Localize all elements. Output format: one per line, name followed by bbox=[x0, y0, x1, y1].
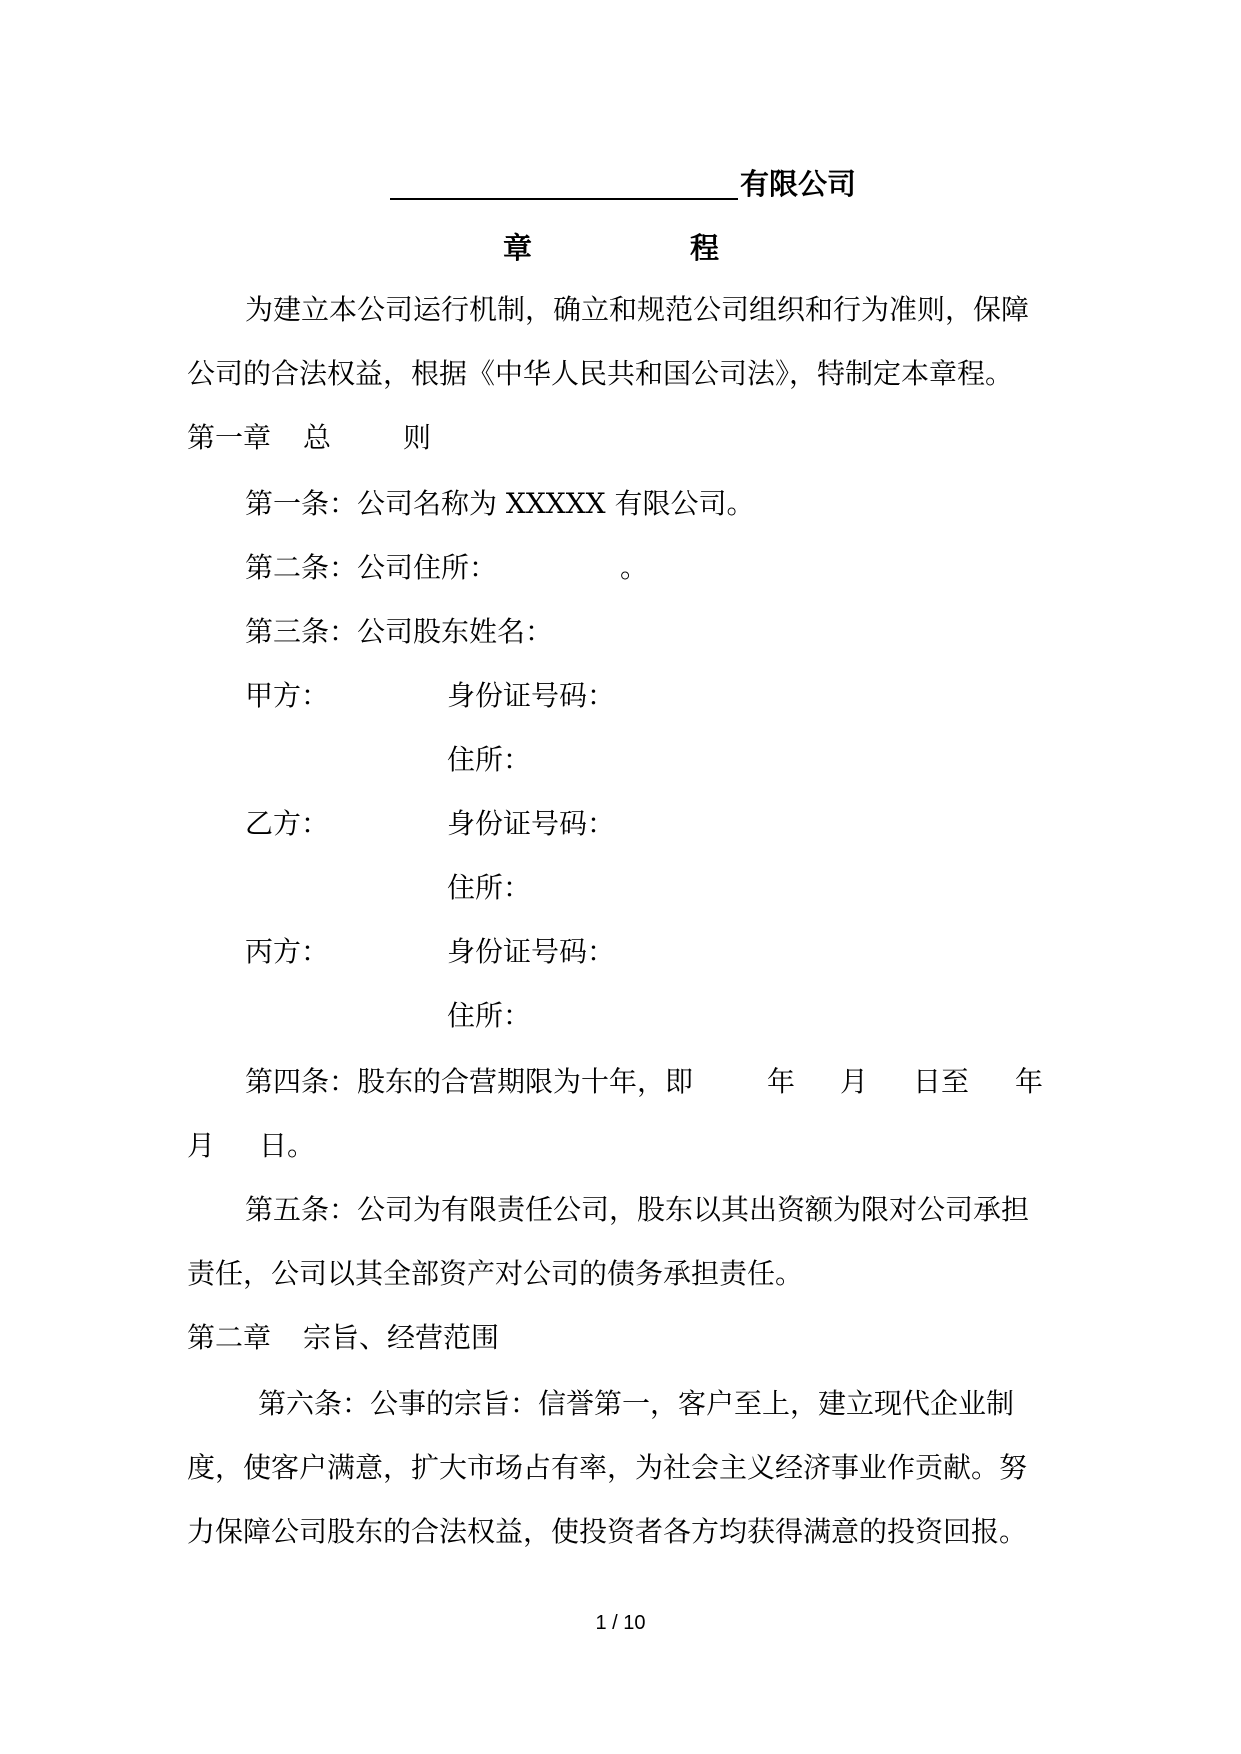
shareholder-b-address-label: 住所： bbox=[447, 871, 532, 904]
article-2-end: 。 bbox=[620, 551, 649, 584]
shareholder-a-id-label: 身份证号码： bbox=[447, 679, 616, 712]
article-5-line-2: 责任，公司以其全部资产对公司的债务承担责任。 bbox=[187, 1257, 804, 1290]
shareholder-a-address-label: 住所： bbox=[447, 743, 532, 776]
company-title bbox=[390, 162, 860, 206]
article-6-line-1: 第六条：公事的宗旨：信誉第一，客户至上，建立现代企业制 bbox=[258, 1387, 1015, 1420]
article-3: 第三条：公司股东姓名： bbox=[245, 615, 554, 648]
chapter-1-label: 第一章 bbox=[187, 421, 272, 454]
article-6-line-3: 力保障公司股东的合法权益，使投资者各方均获得满意的投资回报。 bbox=[187, 1515, 1028, 1548]
shareholder-b-party: 乙方： bbox=[245, 807, 330, 840]
shareholder-b-id-label: 身份证号码： bbox=[447, 807, 616, 840]
article-5-line-1: 第五条：公司为有限责任公司，股东以其出资额为限对公司承担 bbox=[245, 1193, 1030, 1226]
chapter-1-title-char-1: 总 bbox=[303, 421, 332, 454]
article-4-text: 第四条：股东的合营期限为十年，即 bbox=[245, 1065, 694, 1098]
subtitle-char-1: 章 bbox=[503, 231, 533, 265]
article-4-year-2: 年 bbox=[1015, 1065, 1044, 1098]
article-4-year-1: 年 bbox=[767, 1065, 796, 1098]
company-title-suffix: 有限公司 bbox=[740, 167, 857, 201]
subtitle-char-2: 程 bbox=[690, 231, 720, 265]
article-1: 第一条：公司名称为 XXXXX 有限公司。 bbox=[245, 487, 755, 520]
chapter-2-label: 第二章 bbox=[187, 1321, 272, 1354]
company-name-blank bbox=[390, 198, 738, 200]
article-4-month-1: 月 bbox=[840, 1065, 869, 1098]
shareholder-c-id-label: 身份证号码： bbox=[447, 935, 616, 968]
article-2-label: 第二条：公司住所： bbox=[245, 551, 498, 584]
chapter-1-title-char-2: 则 bbox=[403, 421, 432, 454]
preamble-line-1: 为建立本公司运行机制，确立和规范公司组织和行为准则，保障 bbox=[245, 293, 1030, 326]
preamble-line-2: 公司的合法权益，根据《中华人民共和国公司法》，特制定本章程。 bbox=[187, 357, 1014, 390]
article-6-line-2: 度，使客户满意，扩大市场占有率，为社会主义经济事业作贡献。努 bbox=[187, 1451, 1028, 1484]
shareholder-c-party: 丙方： bbox=[245, 935, 330, 968]
shareholder-a-party: 甲方： bbox=[245, 679, 330, 712]
page-number: 1 / 10 bbox=[595, 1612, 646, 1634]
article-4-month-2: 月 bbox=[187, 1129, 216, 1162]
article-4-day-2: 日。 bbox=[259, 1129, 316, 1162]
shareholder-c-address-label: 住所： bbox=[447, 999, 532, 1032]
chapter-2-title: 宗旨、经营范围 bbox=[303, 1321, 500, 1354]
article-4-day-to: 日至 bbox=[913, 1065, 970, 1098]
